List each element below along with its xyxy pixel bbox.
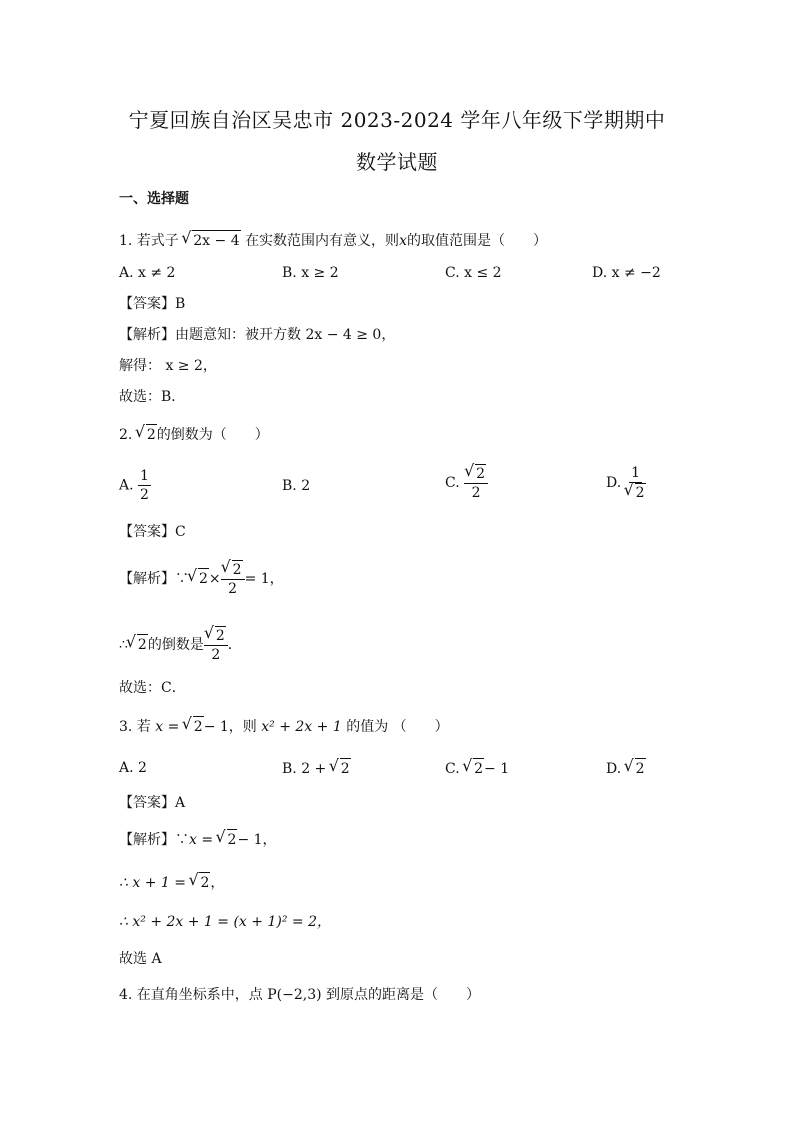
q1-answer: 【答案】B (119, 296, 186, 312)
q2-analysis-times: × (208, 571, 221, 587)
q2-option-a (119, 467, 151, 504)
q3-prefix: 3. 若 (119, 719, 151, 735)
q1-suffix: 在实数范围内有意义，则 (245, 233, 400, 249)
q2-option-d-num: 1 (631, 465, 641, 481)
q1-prefix: 1. 若式子 (119, 233, 179, 249)
q3-option-c-rad: 2 (473, 758, 484, 779)
q2-therefore-frac (204, 626, 228, 664)
q1-option-d: D. x ≠ −2 (592, 265, 661, 281)
q2-sqrt (137, 424, 157, 445)
q1-suffix2: 的取值范围是（ ） (406, 233, 547, 249)
q3-step1-tail: ， (210, 875, 225, 891)
q2-option-c-frac (464, 464, 488, 502)
q2-therefore-end: ． (227, 637, 242, 653)
q3-option-d (606, 758, 646, 779)
q3-expr1b: − 1，则 (203, 719, 257, 735)
q3-step1-pre: ∴ x + 1 = (119, 875, 186, 891)
q2-choose: 故选：C． (119, 680, 186, 696)
q3-answer: 【答案】A (119, 795, 186, 811)
q3-option-d-label: D. (606, 761, 622, 777)
q2-option-c-den: 2 (471, 485, 481, 501)
q2-option-a-den: 2 (140, 487, 149, 503)
q3-analysis-label: 【解析】∵ (119, 832, 189, 848)
q2-option-d-label: D. (606, 475, 622, 491)
document-title-line1: 宁夏回族自治区吴忠市 2023-2024 学年八年级下学期期中 (128, 108, 666, 132)
q2-therefore-rad: 2 (137, 634, 148, 655)
q2-analysis-tail: = 1， (244, 571, 284, 587)
q2-stem (119, 424, 269, 445)
q3-option-c-post: − 1 (484, 761, 510, 777)
q1-solve: 解得： x ≥ 2， (119, 358, 217, 374)
q3-option-b (282, 758, 351, 779)
q2-option-b: B. 2 (282, 478, 311, 494)
q3-option-c (445, 758, 509, 779)
q1-var: x (399, 233, 407, 249)
q3-choose: 故选 A (119, 951, 162, 967)
q2-radicand: 2 (146, 424, 157, 445)
q2-analysis-frac-den: 2 (228, 581, 238, 597)
q2-analysis-frac (221, 560, 245, 598)
q3-stem (119, 716, 449, 737)
q1-radicand: 2x − 4 (192, 230, 240, 251)
q2-option-d-frac (626, 464, 646, 502)
q2-therefore-mid: 的倒数是 (147, 637, 204, 653)
q3-step1 (119, 872, 224, 893)
q2-therefore-frac-rad: 2 (215, 628, 225, 644)
q3-option-b-rad: 2 (340, 758, 351, 779)
section-heading: 一、选择题 (119, 191, 189, 207)
q3-option-b-pre: 2 + (301, 761, 327, 777)
q1-option-c: C. x ≤ 2 (445, 265, 502, 281)
q3-expr2: x² + 2x + 1 (261, 719, 342, 735)
q3-analysis (119, 829, 277, 850)
q3-analysis-rad: 2 (227, 829, 238, 850)
q2-option-c-label: C. (445, 475, 460, 491)
q1-analysis: 【解析】由题意知：被开方数 2x − 4 ≥ 0， (119, 327, 396, 343)
q2-option-c (445, 464, 488, 502)
q2-therefore (119, 626, 242, 664)
q2-analysis (119, 560, 284, 598)
q1-choose: 故选：B． (119, 389, 186, 405)
q3-option-d-rad: 2 (635, 758, 646, 779)
q3-step1-rad: 2 (199, 872, 210, 893)
q2-option-a-label: A. (119, 477, 134, 494)
q2-option-c-rad: 2 (476, 466, 486, 482)
q2-suffix: 的倒数为（ ） (156, 427, 269, 443)
q3-expr2b: 的值为 （ ） (346, 719, 449, 735)
q2-answer: 【答案】C (119, 524, 186, 540)
q2-option-d (606, 464, 646, 502)
q2-option-a-frac (138, 467, 151, 504)
q2-therefore-frac-den: 2 (211, 647, 221, 663)
q2-analysis-label: 【解析】∵ (119, 571, 189, 587)
q4-stem: 4. 在直角坐标系中，点 P(−2,3) 到原点的距离是（ ） (119, 987, 481, 1003)
q3-expr1: x = (155, 719, 180, 735)
q1-sqrt (183, 230, 240, 251)
q2-therefore-symbol: ∴ (119, 637, 128, 653)
q2-option-a-num: 1 (140, 468, 149, 484)
document-title-line2: 数学试题 (356, 150, 438, 174)
q3-step2: ∴ x² + 2x + 1 = (x + 1)² = 2， (119, 914, 331, 930)
q3-analysis-tail: − 1， (237, 832, 277, 848)
q3-analysis-expr: x = (189, 832, 214, 848)
q2-analysis-rad: 2 (198, 568, 209, 589)
q1-option-b: B. x ≥ 2 (282, 265, 339, 281)
q3-option-b-label: B. (282, 761, 297, 777)
q3-option-a: A. 2 (119, 760, 147, 776)
q1-option-a: A. x ≠ 2 (119, 265, 176, 281)
q3-rad1: 2 (193, 716, 204, 737)
q2-option-d-rad: 2 (635, 485, 645, 501)
q1-stem (119, 230, 547, 251)
q2-prefix: 2. (119, 427, 133, 443)
q2-analysis-frac-rad: 2 (232, 562, 242, 578)
q3-option-c-label: C. (445, 761, 460, 777)
